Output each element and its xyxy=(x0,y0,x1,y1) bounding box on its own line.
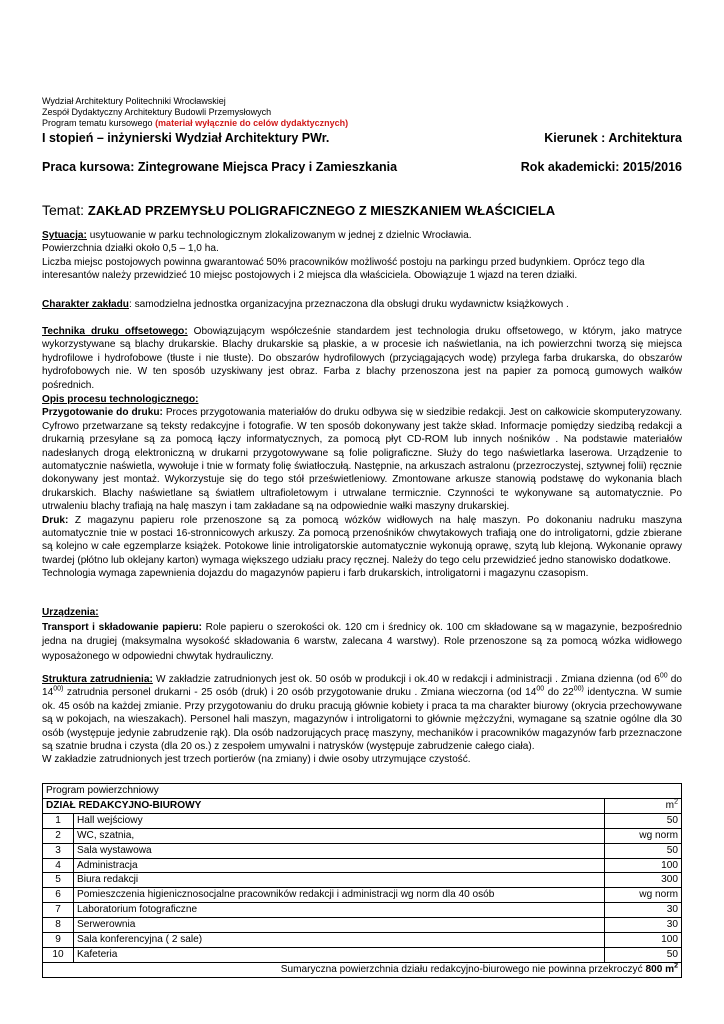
program-label: Program tematu kursowego xyxy=(42,118,156,128)
room-name: Biura redakcji xyxy=(74,873,605,888)
transport-paragraph xyxy=(42,621,682,665)
summary-sup: 2 xyxy=(674,962,678,970)
process-heading: Opis procesu technologicznego: xyxy=(42,394,199,405)
offset-text: Obowiązującym współcześnie standardem jest technologia druku offsetowego, w którym, jako matryce wykorzystywane są blachy drukarskie. Blachy drukarskie są płaskie, a w procesie ich naświetlania, na ich powierzchni tworzą się miejsca hydrofilowe i hydrofobowe (tłuste i nie tłuste). Do obszarów hydrofilowych (przyciągających wodę) przylega farba drukarska, do obszarów hydrofobowych nie. W ten sposób uzyskiwany jest obraz. Farba z blachy przenoszona jest na papier za pomocą gumowych wałków pośrednich. xyxy=(42,326,682,391)
topic-title: ZAKŁAD PRZEMYSŁU POLIGRAFICZNEGO Z MIESZKANIEM WŁAŚCICIELA xyxy=(87,203,556,218)
table-caption: Program powierzchniowy xyxy=(43,784,682,799)
transport-text: Role papieru o szerokości ok. 120 cm i średnicy ok. 100 cm składowane są w magazynie, bezpośrednio jedna na drugiej (maksymalna wysokość składowania 6 warstw, zalecana 4 warstwy). Role przenoszone są za pomocą wózka widłowego wyposażonego w odpowiedni chwytak hydrauliczny. xyxy=(42,621,682,662)
room-area: 100 xyxy=(605,933,682,948)
table-row xyxy=(43,947,682,962)
porters-text: W zakładzie zatrudnionych jest trzech portierów (na zmiany) i dwie osoby utrzymujące czystość. xyxy=(42,754,471,766)
summary-text: Sumaryczna powierzchnia działu redakcyjno-biurowego nie powinna przekroczyć xyxy=(280,963,646,975)
table-row xyxy=(43,873,682,888)
situation-label: Sytuacja: xyxy=(42,230,87,241)
offset-section xyxy=(42,325,682,392)
academic-year: Rok akademicki: 2015/2016 xyxy=(520,160,682,174)
staff-text-4: do 22 xyxy=(544,687,574,699)
room-name: Laboratorium fotograficzne xyxy=(74,903,605,918)
room-area: 30 xyxy=(605,903,682,918)
print-paragraph xyxy=(42,514,682,568)
row-number: 2 xyxy=(43,828,74,843)
table-row xyxy=(43,843,682,858)
table-section-row xyxy=(43,798,682,813)
devices-heading: Urządzenia: xyxy=(42,607,99,618)
room-name: Kafeteria xyxy=(74,947,605,962)
room-area: 30 xyxy=(605,918,682,933)
room-area: 50 xyxy=(605,947,682,962)
character-label: Charakter zakładu xyxy=(42,299,129,310)
time-sup: 00) xyxy=(53,686,64,694)
character-section xyxy=(42,298,682,311)
row-number: 7 xyxy=(43,903,74,918)
row-number: 1 xyxy=(43,813,74,828)
plot-area: Powierzchnia działki około 0,5 – 1,0 ha. xyxy=(42,243,219,255)
row-number: 8 xyxy=(43,918,74,933)
room-area: wg norm xyxy=(605,828,682,843)
print-label: Druk: xyxy=(42,514,69,526)
staff-text-5: identyczna. W sumie ok. 45 osób na każdej zmianie. Przy przygotowaniu do druku pracują głównie kobiety i praca ta ma charakter biurowy (okrycia przechowywane są w pokojach, na wieszakach). Personel hali maszyn, magazynów i introligatorni to głównie mężczyźni, wymagane są szatnie ogólne dla 30 osób (występuje jedynie zabrudzenie rąk). Dla osób nadzorujących pracę maszyny, mechaników i pracowników magazynów farb przeznaczone są szatnie brudna i czysta (dla 20 os.) z zespołem umywalni i natrysków (występuje zabrudzenie całego ciała). xyxy=(42,687,682,753)
table-row xyxy=(43,903,682,918)
situation-text: usytuowanie w parku technologicznym zlokalizowanym w jednej z dzielnic Wrocławia. xyxy=(86,230,472,241)
room-area: 100 xyxy=(605,858,682,873)
course-line xyxy=(42,160,682,174)
row-number: 9 xyxy=(43,933,74,948)
time-sup: 00) xyxy=(573,686,584,694)
devices-section xyxy=(42,606,682,664)
section-title: DZIAŁ REDAKCYJNO-BIUROWY xyxy=(43,798,605,813)
time-sup: 00 xyxy=(659,672,668,680)
room-area: 50 xyxy=(605,843,682,858)
character-text: : samodzielna jednostka organizacyjna przeznaczona dla obsługi druku wydawnictw książkowych . xyxy=(128,299,569,310)
unit-sup: 2 xyxy=(674,798,678,806)
offset-label: Technika druku offsetowego: xyxy=(42,326,188,337)
room-name: WC, szatnia, xyxy=(74,828,605,843)
room-area: 300 xyxy=(605,873,682,888)
space-program-table xyxy=(42,783,682,978)
parking-text: Liczba miejsc postojowych powinna gwarantować 50% pracowników możliwość postoju na parkingu przed budynkiem. Oprócz tego dla interesantów należy przewidzieć 10 miejsc postojowych i 2 miejsca dla właściciela. Obowiązuje 1 wjazd na teren działki. xyxy=(42,256,645,282)
requirements-text: Technologia wymaga zapewnienia dojazdu do magazynów papieru i farb drukarskich, introligatorni i magazynu czasopism. xyxy=(42,568,589,580)
room-name: Administracja xyxy=(74,858,605,873)
summary-cell xyxy=(43,962,682,977)
table-row xyxy=(43,888,682,903)
row-number: 5 xyxy=(43,873,74,888)
field-of-study: Kierunek : Architektura xyxy=(544,131,682,145)
process-section xyxy=(42,393,682,581)
staff-text-3: zatrudnia personel drukarni - 25 osób (druk) i 20 osób przygotowanie druku . Zmiana wieczorna (od 14 xyxy=(63,687,537,699)
prep-label: Przygotowanie do druku: xyxy=(42,407,163,419)
situation-line xyxy=(42,229,682,242)
room-name: Sala konferencyjna ( 2 sale) xyxy=(74,933,605,948)
program-line xyxy=(42,118,348,129)
table-row xyxy=(43,918,682,933)
room-name: Pomieszczenia higienicznosocjalne pracowników redakcji i administracji wg norm dla 40 osób xyxy=(74,888,605,903)
staff-label: Struktura zatrudnienia: xyxy=(42,674,153,685)
staff-section xyxy=(42,673,682,767)
staff-text-1: W zakładzie zatrudnionych jest ok. 50 osób w produkcji i ok.40 w redakcji i administracji . Zmiana dzienna (od 6 xyxy=(152,674,660,685)
room-name: Serwerownia xyxy=(74,918,605,933)
unit-cell xyxy=(605,798,682,813)
prep-text: Proces przygotowania materiałów do druku odbywa się w siedzibie redakcji. Jest on całkowicie skomputeryzowany. Cyfrowo przetwarzane są teksty redakcyjne i fotografie. W ten sposób dokonywany jest także skład. Informacje pomiędzy siedzibą redakcji a drukarnią przesyłane są za pomocą łączy informatycznych, za pomocą płyt CD-ROM lub innych nośników . Na podstawie materiałów nadesłanych drogą elektroniczną w drukarni przygotowywane są folie poligraficzne. Służy do tego naświetlarka laserowa. Urządzenie to automatycznie naświetla, wywołuje i tnie w formaty folię światłoczułą. Następnie, na arkuszach astralonu (przezroczystej, sztywnej folii) ręcznie dokonywany jest montaż. Wykorzystuje się do tego stół prześwietleniowy. Zmontowane arkusze stanowią podstawę do wykonania blach drukarskich. Blachy naświetlane są światłem ultrafioletowym i utrwalane termicznie. Czynności te wykonywane są automatycznie. Po utrwaleniu blachy trafiają na halę maszyn i tam zakładane są na odpowiednie wałki maszyny drukarskiej. xyxy=(42,407,682,513)
table-caption-row xyxy=(43,784,682,799)
table-row xyxy=(43,813,682,828)
unit-label: m xyxy=(665,799,675,811)
prep-paragraph xyxy=(42,406,682,513)
situation-section xyxy=(42,229,682,283)
team-line: Zespół Dydaktyczny Architektury Budowli Przemysłowych xyxy=(42,107,272,117)
time-sup: 00 xyxy=(536,686,545,694)
faculty-line: Wydział Architektury Politechniki Wrocławskiej xyxy=(42,96,226,106)
row-number: 6 xyxy=(43,888,74,903)
staff-text-2: do 14 xyxy=(42,674,682,699)
topic-label: Temat: xyxy=(42,202,88,218)
degree-line xyxy=(42,131,682,145)
room-name: Hall wejściowy xyxy=(74,813,605,828)
staff-paragraph xyxy=(42,673,682,753)
row-number: 4 xyxy=(43,858,74,873)
transport-label: Transport i składowanie papieru: xyxy=(42,621,203,633)
table-row xyxy=(43,828,682,843)
course-name: Praca kursowa: Zintegrowane Miejsca Pracy i Zamieszkania xyxy=(42,160,398,174)
row-number: 10 xyxy=(43,947,74,962)
degree-text: I stopień – inżynierski Wydział Architektury PWr. xyxy=(42,131,330,145)
row-number: 3 xyxy=(43,843,74,858)
room-area: wg norm xyxy=(605,888,682,903)
summary-value: 800 m xyxy=(645,963,675,975)
program-note: (materiał wyłącznie do celów dydaktycznych) xyxy=(155,118,349,128)
topic-line xyxy=(42,202,555,218)
print-text: Z magazynu papieru role przenoszone są za pomocą wózków widłowych na halę maszyn. Po dokonaniu nadruku maszyna automatycznie tnie w postaci 16-stronnicowych arkuszy. Za pomocą przenośników chwytakowych trafiają one do introligatorni, gdzie zbierane są kolejno w całe egzemplarze książek. Potokowe linie introligatorskie automatycznie wykonują oprawę, szytą lub klejoną. Wykonanie oprawy twardej (płótno lub oklejany karton) wymaga większego udziału pracy ręcznej. Należy do tego celu przewidzieć jedno stanowisko dodatkowe. xyxy=(42,514,682,566)
room-name: Sala wystawowa xyxy=(74,843,605,858)
table-row xyxy=(43,858,682,873)
room-area: 50 xyxy=(605,813,682,828)
table-row xyxy=(43,933,682,948)
summary-row xyxy=(43,962,682,977)
